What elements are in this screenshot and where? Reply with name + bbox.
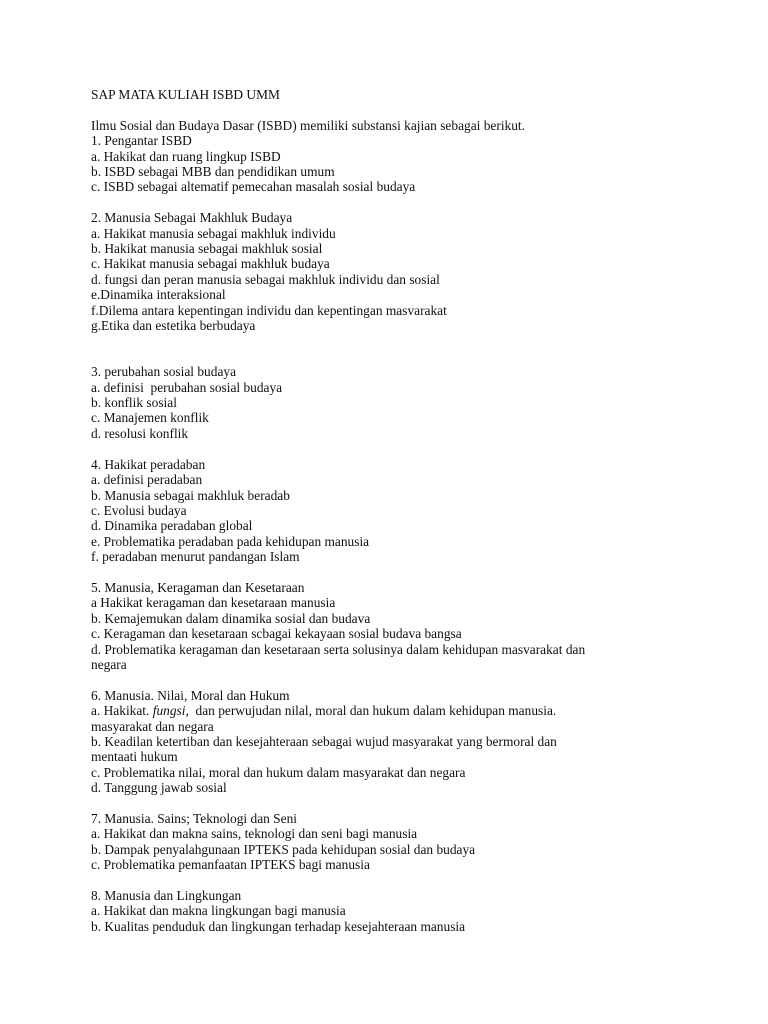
list-item: b. Manusia sebagai makhluk beradab [91, 487, 290, 503]
list-item: b. Kemajemukan dalam dinamika sosial dan budava [91, 610, 371, 626]
list-item: a Hakikat keragaman dan kesetaraan manusia [91, 595, 336, 611]
list-item: c. Problematika nilai, moral dan hukum dalam masyarakat dan negara [91, 764, 466, 780]
list-item: a. Hakikat dan ruang lingkup ISBD [91, 148, 281, 164]
list-item: d. resolusi konflik [91, 425, 189, 441]
list-item: a. Hakikat manusia sebagai makhluk individu [91, 225, 336, 241]
list-item: a. Hakikat dan makna sains, teknologi dan seni bagi manusia [91, 826, 418, 842]
intro-paragraph: Ilmu Sosial dan Budaya Dasar (ISBD) memiliki substansi kajian sebagai berikut. [91, 117, 525, 133]
list-item: f.Dilema antara kepentingan individu dan kepentingan masvarakat [91, 302, 447, 318]
italic-word: fungsi, [152, 703, 189, 719]
list-item: b. Dampak penyalahgunaan IPTEKS pada kehidupan sosial dan budaya [91, 841, 476, 857]
list-item: e. Problematika peradaban pada kehidupan manusia [91, 533, 370, 549]
list-item: d. Dinamika peradaban global [91, 518, 253, 534]
list-item: a. Hakikat dan makna lingkungan bagi manusia [91, 903, 346, 919]
list-item: g.Etika dan estetika berbudaya [91, 318, 256, 334]
list-item: a. definisi peradaban [91, 472, 203, 488]
list-item: d. fungsi dan peran manusia sebagai makhluk individu dan sosial [91, 271, 440, 287]
section-heading: 7. Manusia. Sains; Teknologi dan Seni [91, 810, 297, 826]
list-item: c. Problematika pemanfaatan IPTEKS bagi manusia [91, 857, 370, 873]
list-item-prefix: a. Hakikat. [91, 703, 153, 719]
document-page [91, 87, 731, 934]
section-7 [91, 811, 731, 873]
section-5 [91, 580, 731, 672]
section-heading: 6. Manusia. Nilai, Moral dan Hukum [91, 687, 290, 703]
section-4 [91, 457, 731, 565]
list-item: a. definisi perubahan sosial budaya [91, 379, 283, 395]
section-heading: 8. Manusia dan Lingkungan [91, 888, 242, 903]
section-heading: 2. Manusia Sebagai Makhluk Budaya [91, 210, 293, 226]
list-item: e.Dinamika interaksional [91, 287, 226, 303]
list-item: c. Hakikat manusia sebagai makhluk budaya [91, 256, 330, 272]
list-item [91, 703, 731, 718]
list-item: b. konflik sosial [91, 395, 177, 411]
list-item: f. peradaban menurut pandangan Islam [91, 549, 300, 565]
list-item: c. Evolusi budaya [91, 502, 187, 518]
list-item: b. Hakikat manusia sebagai makhluk sosial [91, 241, 323, 257]
section-heading: 3. perubahan sosial budaya [91, 364, 237, 380]
list-item: b. ISBD sebagai MBB dan pendidikan umum [91, 164, 335, 180]
list-item-continuation: masyarakat dan negara [91, 718, 214, 734]
list-item: d. Problematika keragaman dan kesetaraan serta solusinya dalam kehidupan masvarakat dan [91, 641, 586, 657]
list-item: b. Keadilan ketertiban dan kesejahteraan sebagai wujud masyarakat yang bermoral dan [91, 733, 557, 749]
list-item: c. Manajemen konflik [91, 410, 209, 426]
list-item: c. Keragaman dan kesetaraan scbagai kekayaan sosial budava bangsa [91, 626, 462, 642]
list-item: b. Kualitas penduduk dan lingkungan terhadap kesejahteraan manusia [91, 918, 466, 934]
section-2 [91, 210, 731, 333]
list-item: c. ISBD sebagai altematif pemecahan masalah sosial budaya [91, 179, 416, 195]
section-1 [91, 133, 731, 195]
list-item-continuation: mentaati hukum [91, 749, 178, 765]
list-item-continuation: negara [91, 656, 127, 672]
list-item: d. Tanggung jawab sosial [91, 780, 227, 796]
section-8 [91, 888, 731, 934]
document-title: SAP MATA KULIAH ISBD UMM [91, 87, 280, 102]
section-heading: 4. Hakikat peradaban [91, 456, 206, 472]
section-3 [91, 364, 731, 441]
section-heading: 5. Manusia, Keragaman dan Kesetaraan [91, 579, 305, 595]
section-6 [91, 688, 731, 796]
section-heading: 1. Pengantar ISBD [91, 133, 192, 149]
list-item-suffix: dan perwujudan nilal, moral dan hukum dalam kehidupan manusia. [188, 703, 557, 719]
